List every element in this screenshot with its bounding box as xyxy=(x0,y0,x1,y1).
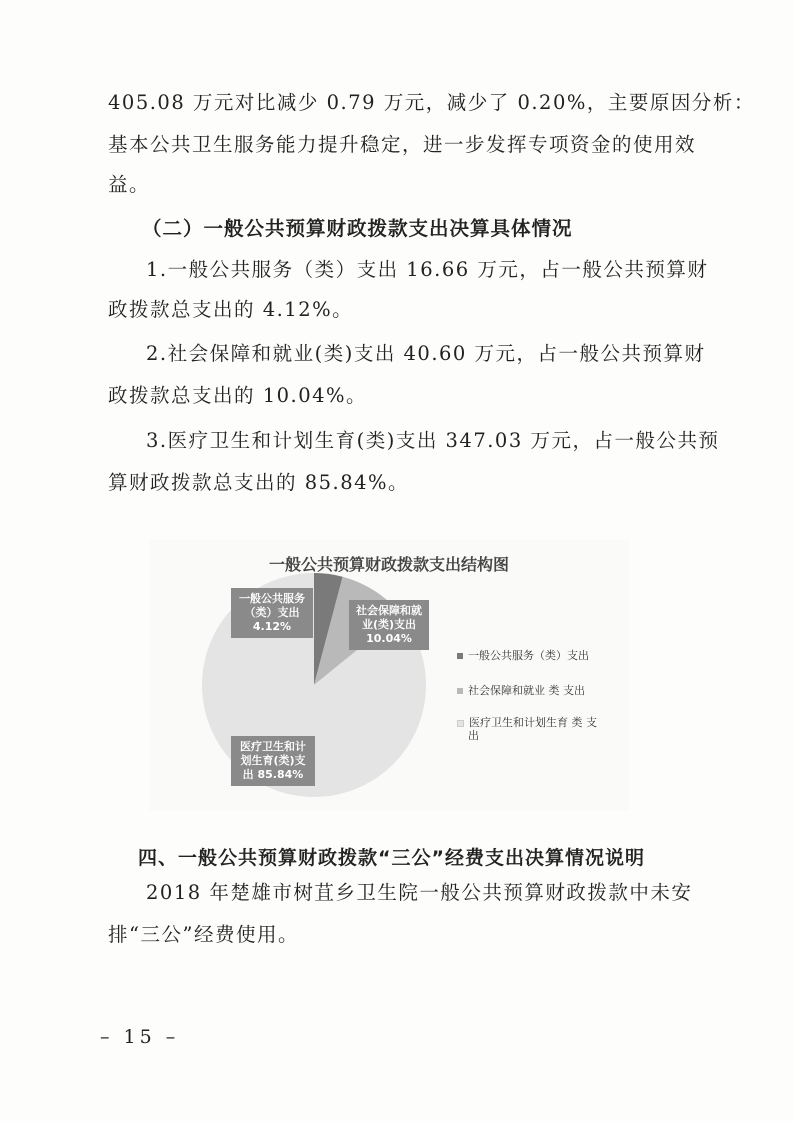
paragraph-line: 政拨款总支出的 4.12%。 xyxy=(108,298,354,321)
pie-chart xyxy=(149,540,629,810)
slice-label-text: 业(类)支出 xyxy=(361,618,417,631)
slice-label-text: 社会保障和就 xyxy=(356,604,422,617)
legend-item: 医疗卫生和计划生育 类 支 出 xyxy=(457,716,597,742)
section-heading: （二）一般公共预算财政拨款支出决算具体情况 xyxy=(142,217,573,240)
slice-label-text: 划生育(类)支 xyxy=(240,754,306,767)
paragraph-line: 排“三公”经费使用。 xyxy=(108,923,299,946)
section-heading: 四、一般公共预算财政拨款“三公”经费支出决算情况说明 xyxy=(138,847,645,869)
page-number: – 15 – xyxy=(100,1026,180,1048)
paragraph-line: 2018 年楚雄市树苴乡卫生院一般公共预算财政拨款中未安 xyxy=(146,881,693,904)
legend-item: 一般公共服务（类）支出 xyxy=(457,649,589,662)
legend-swatch xyxy=(457,688,463,694)
paragraph-line: 算财政拨款总支出的 85.84%。 xyxy=(108,471,410,494)
pie-chart-svg xyxy=(149,540,629,810)
paragraph-line: 2.社会保障和就业(类)支出 40.60 万元，占一般公共预算财 xyxy=(146,342,706,365)
legend-item: 社会保障和就业 类 支出 xyxy=(457,684,585,697)
slice-value-label: 4.12% xyxy=(252,620,292,633)
paragraph-line: 3.医疗卫生和计划生育(类)支出 347.03 万元，占一般公共预 xyxy=(146,429,720,452)
paragraph-line: 1.一般公共服务（类）支出 16.66 万元，占一般公共预算财 xyxy=(146,258,709,281)
legend-swatch xyxy=(457,720,464,727)
slice-label-text: （类）支出 xyxy=(244,606,300,619)
slice-value-label: 10.04% xyxy=(366,632,412,645)
slice-label-text: 医疗卫生和计 xyxy=(240,740,306,753)
slice-label-text: 一般公共服务 xyxy=(239,592,305,605)
paragraph-line: 基本公共卫生服务能力提升稳定，进一步发挥专项资金的使用效 xyxy=(108,133,697,156)
chart-title: 一般公共预算财政拨款支出结构图 xyxy=(268,555,509,574)
slice-label-text: 出 85.84% xyxy=(242,768,304,781)
slice-label-general-services xyxy=(231,588,313,638)
slice-label-social-security xyxy=(349,600,429,650)
paragraph-line: 405.08 万元对比减少 0.79 万元，减少了 0.20%，主要原因分析： xyxy=(108,91,755,114)
legend-swatch xyxy=(457,653,463,659)
slice-label-health xyxy=(231,736,315,786)
paragraph-line: 益。 xyxy=(108,173,151,196)
paragraph-line: 政拨款总支出的 10.04%。 xyxy=(108,384,368,407)
